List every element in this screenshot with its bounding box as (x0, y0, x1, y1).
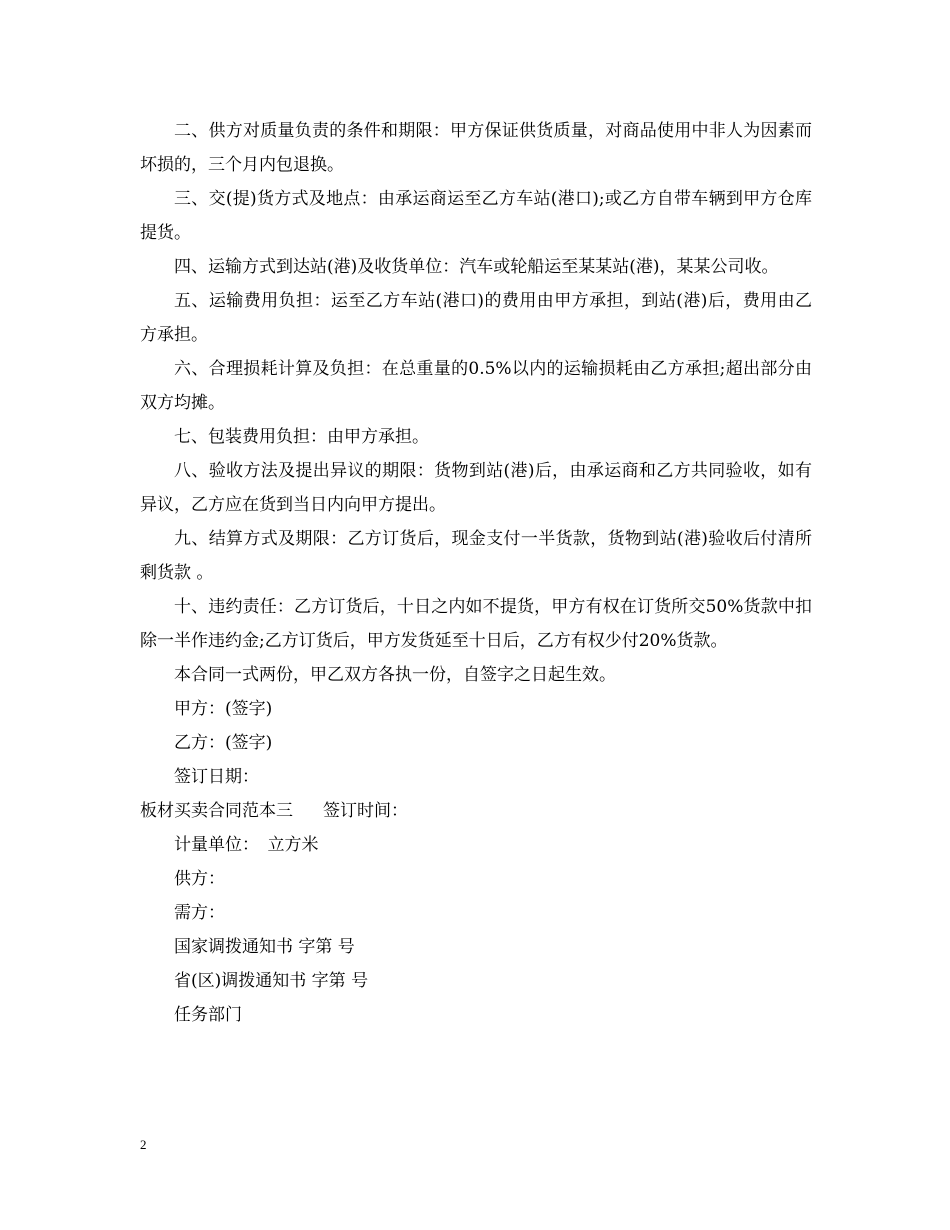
clause-packaging: 七、包装费用负担：由甲方承担。 (174, 427, 429, 447)
provincial-allocation-notice: 省(区)调拨通知书 字第 号 (174, 971, 369, 991)
measurement-unit: 计量单位： 立方米 (174, 835, 319, 855)
signing-time: 签订时间： (323, 801, 408, 821)
document-body (140, 114, 812, 1032)
buyer-field: 需方： (174, 903, 225, 923)
clause-loss: 六、合理损耗计算及负担：在总重量的0.5%以内的运输损耗由乙方承担;超出部分由双方均摊。 (140, 359, 812, 413)
supplier-field: 供方： (174, 869, 225, 889)
party-b-signature: 乙方：(签字) (174, 733, 273, 753)
clause-delivery: 三、交(提)货方式及地点：由承运商运至乙方车站(港口);或乙方自带车辆到甲方仓库提货。 (140, 189, 812, 243)
clause-transport-cost: 五、运输费用负担：运至乙方车站(港口)的费用由甲方承担，到站(港)后，费用由乙方承担。 (140, 291, 812, 345)
clause-breach: 十、违约责任：乙方订货后，十日之内如不提货，甲方有权在订货所交50%货款中扣除一半作违约金;乙方订货后，甲方发货延至十日后，乙方有权少付20%货款。 (140, 597, 812, 651)
signing-date: 签订日期： (174, 767, 259, 787)
national-allocation-notice: 国家调拨通知书 字第 号 (174, 937, 355, 957)
clause-settlement: 九、结算方式及期限：乙方订货后，现金支付一半货款，货物到站(港)验收后付清所剩货款 。 (140, 529, 812, 583)
clause-inspection: 八、验收方法及提出异议的期限：货物到站(港)后，由承运商和乙方共同验收，如有异议，乙方应在货到当日内向甲方提出。 (140, 461, 812, 515)
template-title: 板材买卖合同范本三 (140, 801, 293, 821)
template-heading-line (140, 794, 812, 828)
page-number: 2 (140, 1137, 147, 1152)
closing-statement: 本合同一式两份，甲乙双方各执一份，自签字之日起生效。 (174, 665, 616, 685)
task-department: 任务部门 (174, 1005, 242, 1025)
clause-transport: 四、运输方式到达站(港)及收货单位：汽车或轮船运至某某站(港)，某某公司收。 (174, 257, 779, 277)
party-a-signature: 甲方：(签字) (174, 699, 273, 719)
clause-quality: 二、供方对质量负责的条件和期限：甲方保证供货质量，对商品使用中非人为因素而坏损的，三个月内包退换。 (140, 121, 812, 175)
